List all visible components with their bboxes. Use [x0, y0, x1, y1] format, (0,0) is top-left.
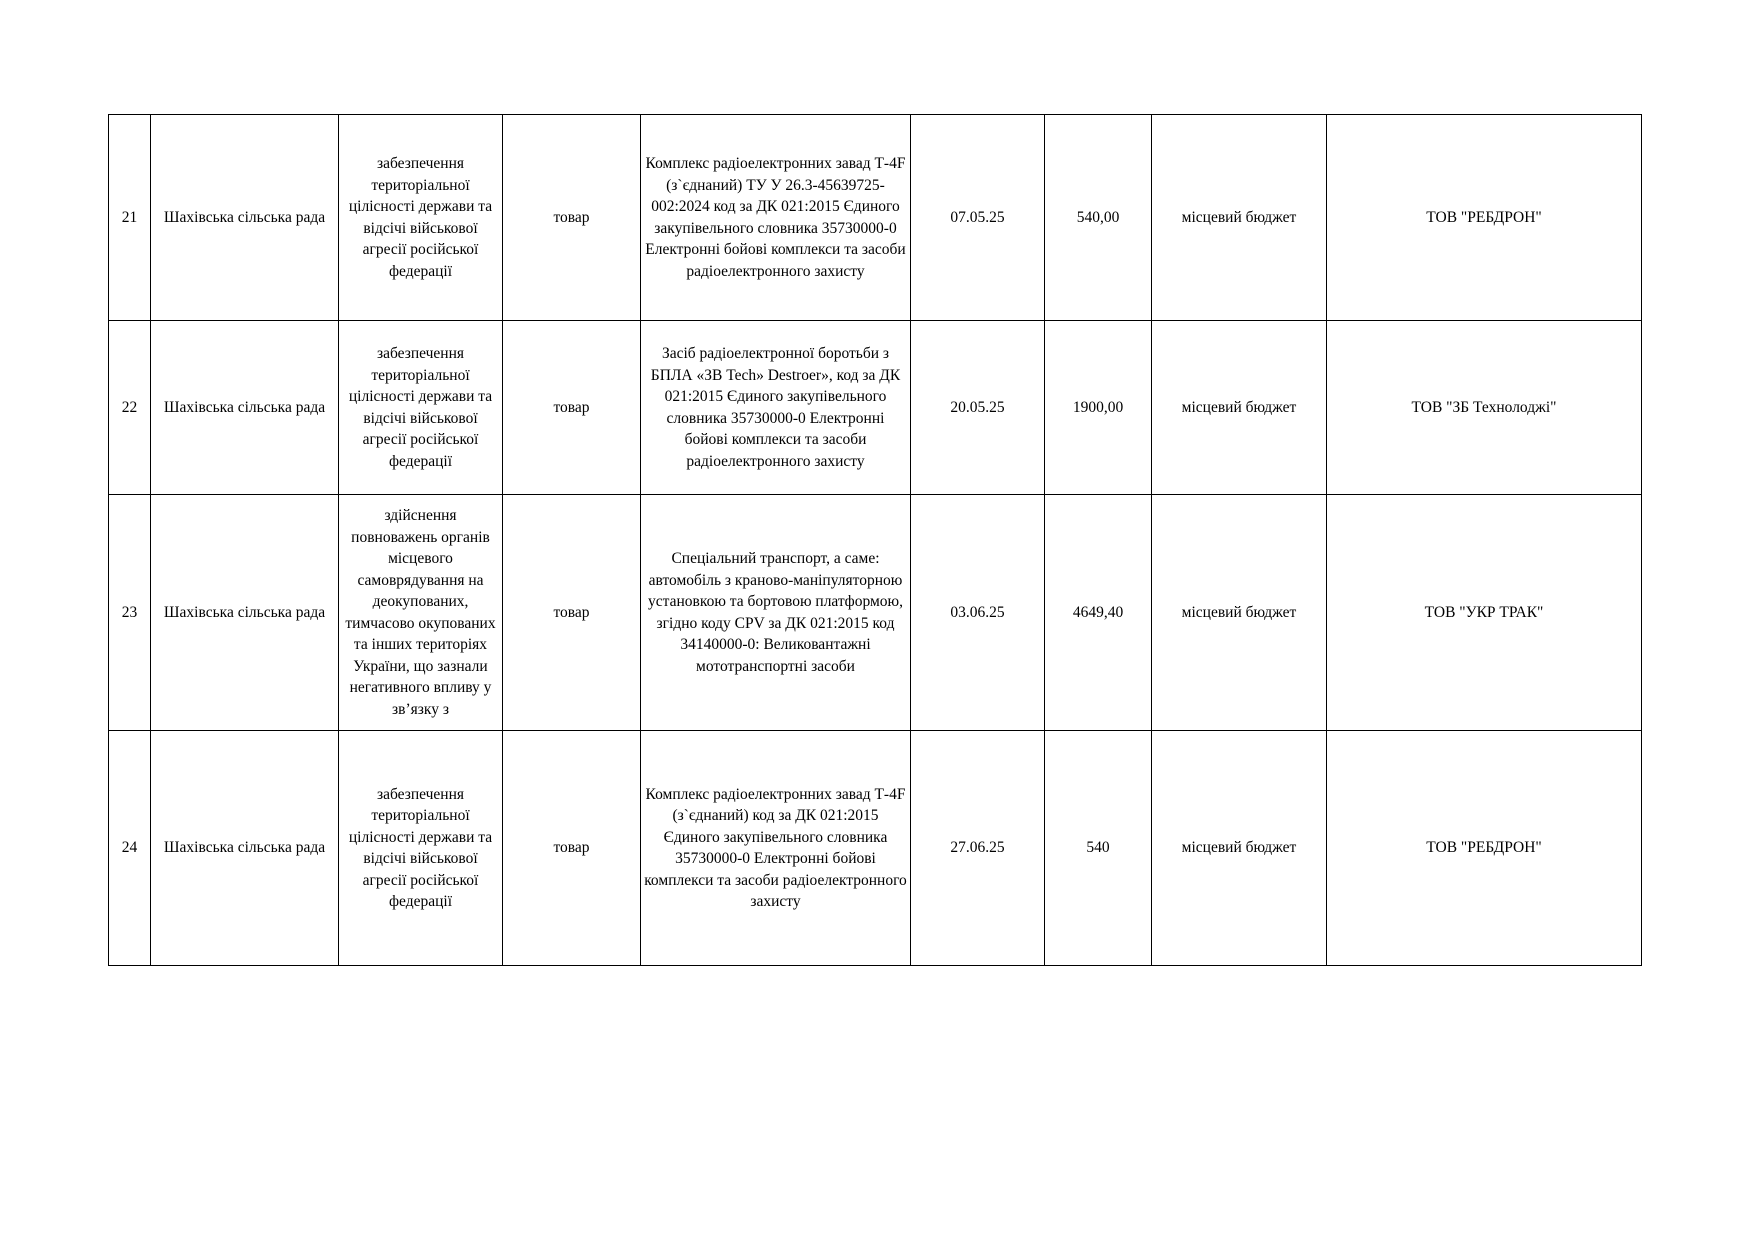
row-number: 21: [109, 115, 151, 321]
purpose-cell: забезпечення територіальної цілісності держави та відсічі військової агресії російської федерації: [339, 115, 503, 321]
customer-cell: Шахівська сільська рада: [151, 495, 339, 731]
amount-cell: 1900,00: [1045, 321, 1152, 495]
table-row: [109, 115, 1642, 321]
table-row: [109, 495, 1642, 731]
row-number: 23: [109, 495, 151, 731]
row-number: 24: [109, 731, 151, 966]
funding-source-cell: місцевий бюджет: [1152, 115, 1327, 321]
contract-date-cell: 20.05.25: [911, 321, 1045, 495]
procurement-kind-cell: товар: [503, 321, 641, 495]
table-row: [109, 731, 1642, 966]
procurement-table: [108, 114, 1642, 966]
supplier-cell: ТОВ "РЕБДРОН": [1327, 731, 1642, 966]
subject-cell: Комплекс радіоелектронних завад Т-4F (з`єднаний) ТУ У 26.3-45639725-002:2024 код за ДК 021:2015 Єдиного закупівельного словника 35730000-0 Електронні бойові комплекси та засоби радіоелектронного захисту: [641, 115, 911, 321]
subject-cell: Комплекс радіоелектронних завад Т-4F (з`єднаний) код за ДК 021:2015 Єдиного закупівельного словника 35730000-0 Електронні бойові комплекси та засоби радіоелектронного захисту: [641, 731, 911, 966]
procurement-kind-cell: товар: [503, 115, 641, 321]
funding-source-cell: місцевий бюджет: [1152, 321, 1327, 495]
table-row: [109, 321, 1642, 495]
supplier-cell: ТОВ "ЗБ Технолоджі": [1327, 321, 1642, 495]
subject-cell: Засіб радіоелектронної боротьби з БПЛА «ЗВ Tech» Destroer», код за ДК 021:2015 Єдиного закупівельного словника 35730000-0 Електронні бойові комплекси та засоби радіоелектронного захисту: [641, 321, 911, 495]
amount-cell: 540,00: [1045, 115, 1152, 321]
funding-source-cell: місцевий бюджет: [1152, 731, 1327, 966]
funding-source-cell: місцевий бюджет: [1152, 495, 1327, 731]
customer-cell: Шахівська сільська рада: [151, 321, 339, 495]
customer-cell: Шахівська сільська рада: [151, 731, 339, 966]
purpose-cell: забезпечення територіальної цілісності держави та відсічі військової агресії російської федерації: [339, 321, 503, 495]
purpose-text: здійснення повноважень органів місцевого самоврядування на деокупованих, тимчасово окупованих та інших територіях України, що зазнали негативного впливу у зв’язку з: [345, 507, 496, 718]
purpose-cell: забезпечення територіальної цілісності держави та відсічі військової агресії російської федерації: [339, 731, 503, 966]
contract-date-cell: 03.06.25: [911, 495, 1045, 731]
supplier-cell: ТОВ "УКР ТРАК": [1327, 495, 1642, 731]
purpose-cell: [339, 495, 503, 731]
subject-cell: Спеціальний транспорт, а саме: автомобіль з краново-маніпуляторною установкою та бортовою платформою, згідно коду CPV за ДК 021:2015 код 34140000-0: Великовантажні мототранспортні засоби: [641, 495, 911, 731]
contract-date-cell: 27.06.25: [911, 731, 1045, 966]
customer-cell: Шахівська сільська рада: [151, 115, 339, 321]
amount-cell: 4649,40: [1045, 495, 1152, 731]
supplier-cell: ТОВ "РЕБДРОН": [1327, 115, 1642, 321]
procurement-kind-cell: товар: [503, 495, 641, 731]
contract-date-cell: 07.05.25: [911, 115, 1045, 321]
procurement-kind-cell: товар: [503, 731, 641, 966]
amount-cell: 540: [1045, 731, 1152, 966]
row-number: 22: [109, 321, 151, 495]
